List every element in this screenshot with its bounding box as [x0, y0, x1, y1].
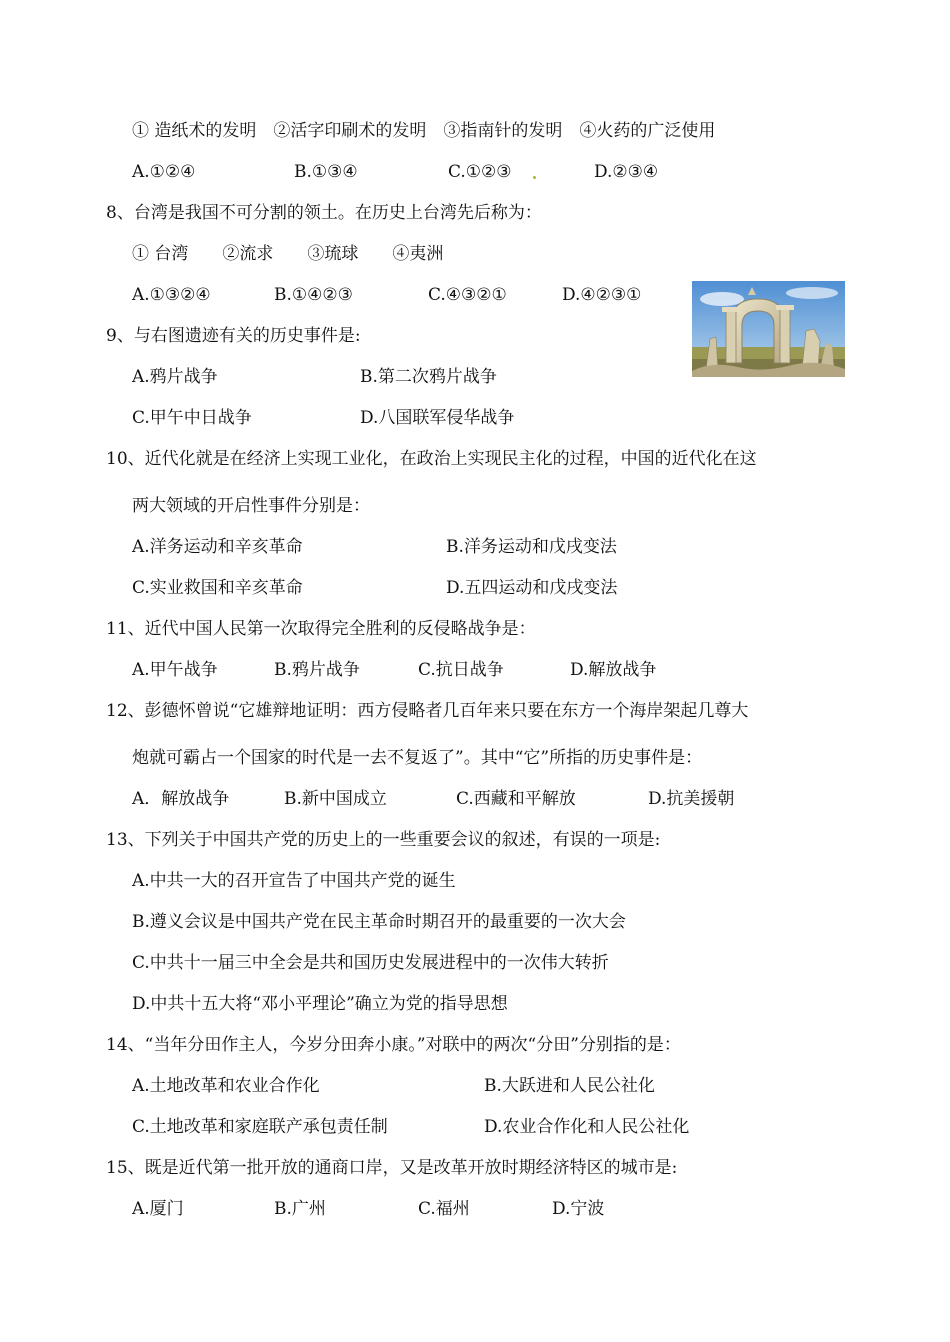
q9-stem: 9、与右图遗迹有关的历史事件是:: [106, 326, 361, 346]
q7-option-d: D.②③④: [594, 162, 659, 182]
q10-option-d: D.五四运动和戊戌变法: [446, 578, 618, 598]
q12-stem-line2: 炮就可霸占一个国家的时代是一去不复返了”。其中“它”所指的历史事件是：: [132, 748, 703, 768]
q14-option-d: D.农业合作化和人民公社化: [484, 1117, 690, 1137]
q12-option-c: C.西藏和平解放: [456, 789, 576, 809]
q7-option-b: B.①③④: [294, 162, 358, 182]
q13-option-d: D.中共十五大将“邓小平理论”确立为党的指导思想: [132, 994, 508, 1014]
q7-option-c: C.①②③: [448, 162, 512, 182]
q13-option-c: C.中共十一届三中全会是共和国历史发展进程中的一次伟大转折: [132, 953, 609, 973]
stray-dot-mark: [533, 176, 536, 179]
q10-stem-line1: 10、近代化就是在经济上实现工业化，在政治上实现民主化的过程，中国的近代化在这: [106, 449, 757, 469]
q9-option-c: C.甲午中日战争: [132, 408, 252, 428]
q15-option-b: B.广州: [274, 1199, 326, 1219]
q14-option-b: B.大跃进和人民公社化: [484, 1076, 655, 1096]
q7-items: ① 造纸术的发明 ②活字印刷术的发明 ③指南针的发明 ④火药的广泛使用: [132, 121, 716, 141]
q11-option-d: D.解放战争: [570, 660, 657, 680]
ruins-photo: [692, 281, 845, 377]
q14-option-a: A.土地改革和农业合作化: [132, 1076, 320, 1096]
q13-stem: 13、下列关于中国共产党的历史上的一些重要会议的叙述，有误的一项是:: [106, 830, 661, 850]
q10-option-a: A.洋务运动和辛亥革命: [132, 537, 303, 557]
q15-option-c: C.福州: [418, 1199, 470, 1219]
q15-option-d: D.宁波: [552, 1199, 605, 1219]
q8-option-a: A.①③②④: [132, 285, 211, 305]
q9-option-a: A.鸦片战争: [132, 367, 218, 387]
q14-option-c: C.土地改革和家庭联产承包责任制: [132, 1117, 388, 1137]
q8-option-c: C.④③②①: [428, 285, 507, 305]
q9-option-b: B.第二次鸦片战争: [360, 367, 497, 387]
q11-option-a: A.甲午战争: [132, 660, 218, 680]
q10-option-b: B.洋务运动和戊戌变法: [446, 537, 617, 557]
q8-items: ① 台湾 ②流求 ③琉球 ④夷洲: [132, 244, 444, 264]
q8-option-b: B.①④②③: [274, 285, 353, 305]
q9-option-d: D.八国联军侵华战争: [360, 408, 515, 428]
q10-stem-line2: 两大领域的开启性事件分别是：: [132, 496, 370, 516]
q15-option-a: A.厦门: [132, 1199, 184, 1219]
q11-option-c: C.抗日战争: [418, 660, 504, 680]
q12-option-b: B.新中国成立: [284, 789, 387, 809]
q10-option-c: C.实业救国和辛亥革命: [132, 578, 303, 598]
q8-option-d: D.④②③①: [562, 285, 642, 305]
q11-stem: 11、近代中国人民第一次取得完全胜利的反侵略战争是：: [106, 619, 536, 639]
q15-stem: 15、既是近代第一批开放的通商口岸，又是改革开放时期经济特区的城市是:: [106, 1158, 678, 1178]
q14-stem: 14、“当年分田作主人，今岁分田奔小康。”对联中的两次“分田”分别指的是：: [106, 1035, 681, 1055]
q11-option-b: B.鸦片战争: [274, 660, 360, 680]
q13-option-b: B.遵义会议是中国共产党在民主革命时期召开的最重要的一次大会: [132, 912, 626, 932]
q12-stem-line1: 12、彭德怀曾说“它雄辩地证明：西方侵略者几百年来只要在东方一个海岸架起几尊大: [106, 701, 749, 721]
q12-option-a: A．解放战争: [132, 789, 230, 809]
q13-option-a: A.中共一大的召开宣告了中国共产党的诞生: [132, 871, 456, 891]
q8-stem: 8、台湾是我国不可分割的领土。在历史上台湾先后称为：: [106, 203, 542, 223]
q7-option-a: A.①②④: [132, 162, 196, 182]
q12-option-d: D.抗美援朝: [648, 789, 735, 809]
